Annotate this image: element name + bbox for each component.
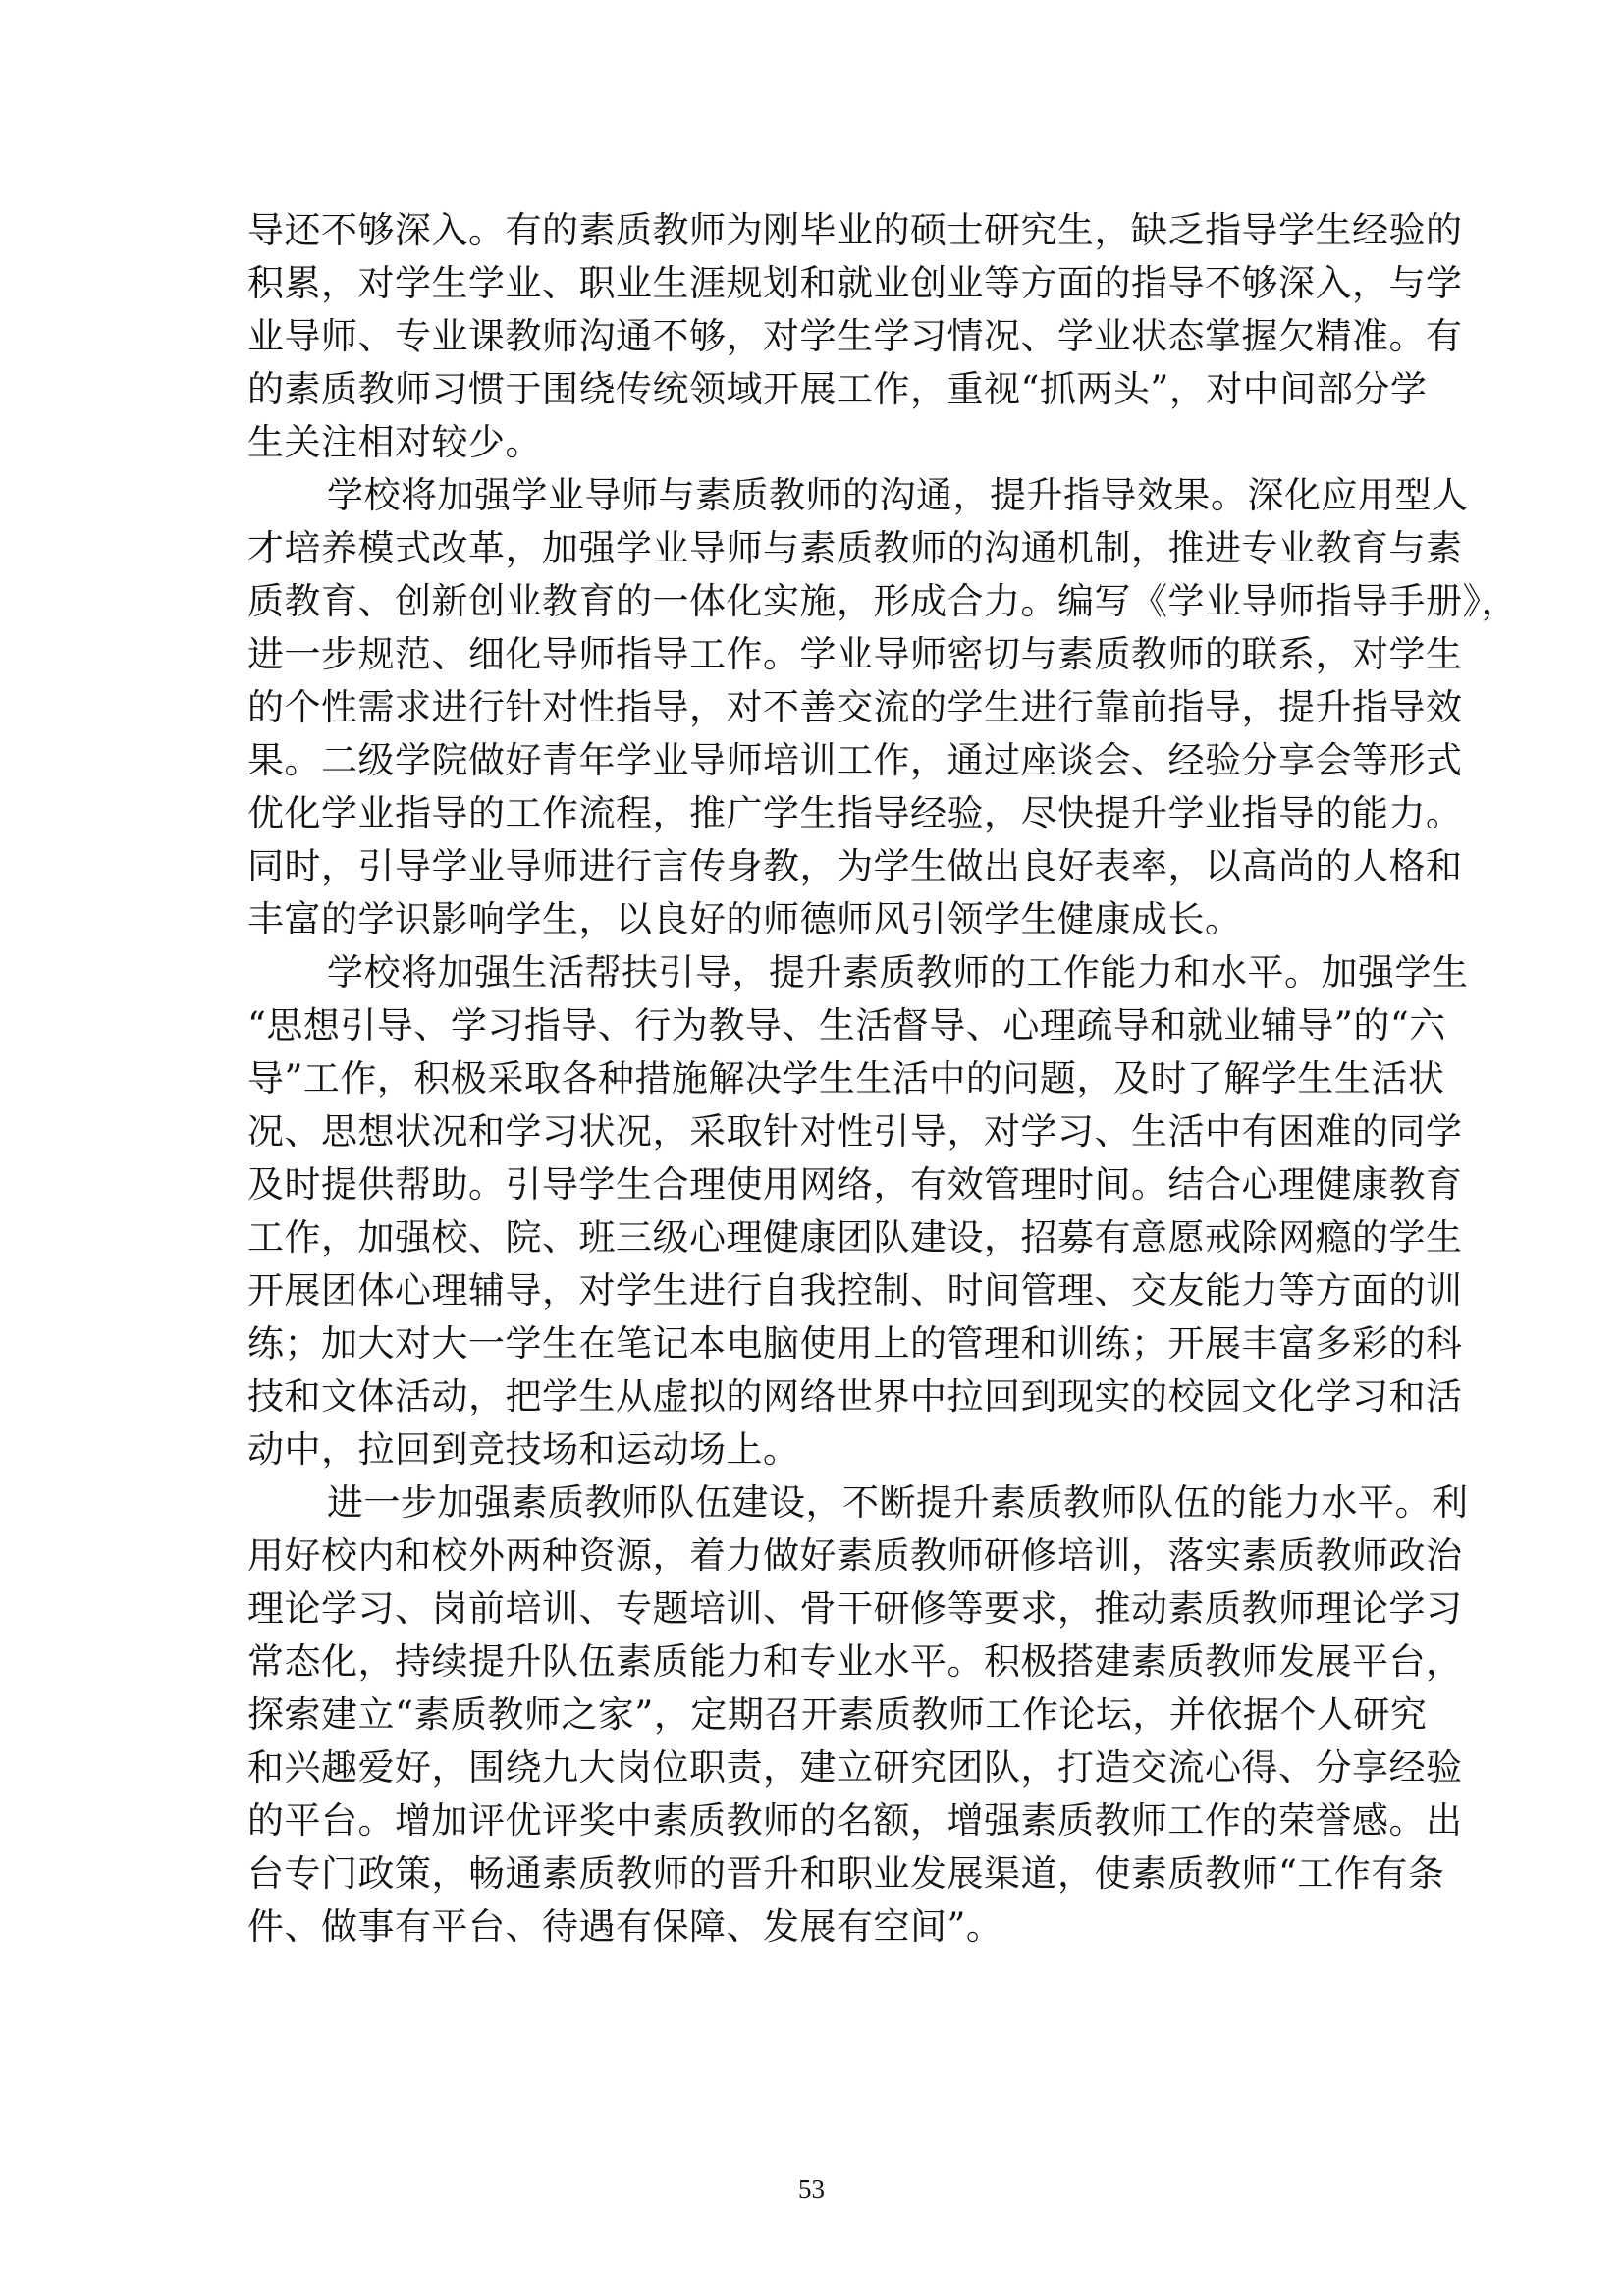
text-line: 学校将加强学业导师与素质教师的沟通，提升指导效果。深化应用型人 xyxy=(327,474,1469,516)
text-line: 常态化，持续提升队伍素质能力和专业水平。积极搭建素质教师发展平台， xyxy=(247,1640,1463,1682)
text-line: 开展团体心理辅导，对学生进行自我控制、时间管理、交友能力等方面的训 xyxy=(247,1269,1463,1311)
text-line: 的素质教师习惯于围绕传统领域开展工作，重视“抓两头”，对中间部分学 xyxy=(247,368,1428,410)
text-line: 的平台。增加评优评奖中素质教师的名额，增强素质教师工作的荣誉感。出 xyxy=(247,1799,1463,1842)
paragraph-2 xyxy=(247,469,1518,946)
text-line: 质教育、创新创业教育的一体化实施，形成合力。编写《学业导师指导手册》， xyxy=(247,580,1518,622)
text-line: 理论学习、岗前培训、专题培训、骨干研修等要求，推动素质教师理论学习 xyxy=(247,1587,1463,1629)
text-line: 同时，引导学业导师进行言传身教，为学生做出良好表率，以高尚的人格和 xyxy=(247,845,1463,887)
text-line: 的个性需求进行针对性指导，对不善交流的学生进行靠前指导，提升指导效 xyxy=(247,686,1463,728)
text-line: 和兴趣爱好，围绕九大岗位职责，建立研究团队，打造交流心得、分享经验 xyxy=(247,1746,1463,1789)
text-line: 进一步加强素质教师队伍建设，不断提升素质教师队伍的能力水平。利 xyxy=(327,1481,1469,1523)
text-line: 导还不够深入。有的素质教师为刚毕业的硕士研究生，缺乏指导学生经验的 xyxy=(247,209,1463,251)
text-line: 及时提供帮助。引导学生合理使用网络，有效管理时间。结合心理健康教育 xyxy=(247,1163,1463,1205)
text-line: 探索建立“素质教师之家”，定期召开素质教师工作论坛，并依据个人研究 xyxy=(247,1693,1428,1735)
paragraph-4 xyxy=(247,1476,1469,1953)
text-line: 动中，拉回到竞技场和运动场上。 xyxy=(247,1428,800,1470)
text-line: 学校将加强生活帮扶引导，提升素质教师的工作能力和水平。加强学生 xyxy=(327,951,1469,993)
text-line: 台专门政策，畅通素质教师的晋升和职业发展渠道，使素质教师“工作有条 xyxy=(247,1852,1445,1895)
text-line: 业导师、专业课教师沟通不够，对学生学习情况、学业状态掌握欠精准。有 xyxy=(247,315,1463,357)
text-line: 导”工作，积极采取各种措施解决学生生活中的问题，及时了解学生生活状 xyxy=(247,1057,1445,1099)
text-line: 件、做事有平台、待遇有保障、发展有空间”。 xyxy=(247,1905,1003,1948)
text-line: 积累，对学生学业、职业生涯规划和就业创业等方面的指导不够深入，与学 xyxy=(247,262,1463,304)
text-line: 况、思想状况和学习状况，采取针对性引导，对学习、生活中有困难的同学 xyxy=(247,1110,1463,1152)
text-line: 优化学业指导的工作流程，推广学生指导经验，尽快提升学业指导的能力。 xyxy=(247,792,1463,834)
paragraph-3 xyxy=(247,946,1469,1476)
text-line: 练；加大对大一学生在笔记本电脑使用上的管理和训练；开展丰富多彩的科 xyxy=(247,1322,1463,1364)
page-number: 53 xyxy=(798,2174,825,2204)
text-line: 用好校内和校外两种资源，着力做好素质教师研修培训，落实素质教师政治 xyxy=(247,1534,1463,1576)
text-line: 果。二级学院做好青年学业导师培训工作，通过座谈会、经验分享会等形式 xyxy=(247,739,1463,781)
text-line: “思想引导、学习指导、行为教导、生活督导、心理疏导和就业辅导”的“六 xyxy=(247,1004,1446,1046)
body-text xyxy=(247,204,1518,1953)
text-line: 才培养模式改革，加强学业导师与素质教师的沟通机制，推进专业教育与素 xyxy=(247,527,1463,569)
text-line: 进一步规范、细化导师指导工作。学业导师密切与素质教师的联系，对学生 xyxy=(247,633,1463,675)
text-line: 生关注相对较少。 xyxy=(247,421,542,463)
text-line: 丰富的学识影响学生，以良好的师德师风引领学生健康成长。 xyxy=(247,898,1242,940)
text-line: 工作，加强校、院、班三级心理健康团队建设，招募有意愿戒除网瘾的学生 xyxy=(247,1216,1463,1258)
text-line: 技和文体活动，把学生从虚拟的网络世界中拉回到现实的校园文化学习和活 xyxy=(247,1375,1463,1417)
paragraph-1 xyxy=(247,204,1463,469)
